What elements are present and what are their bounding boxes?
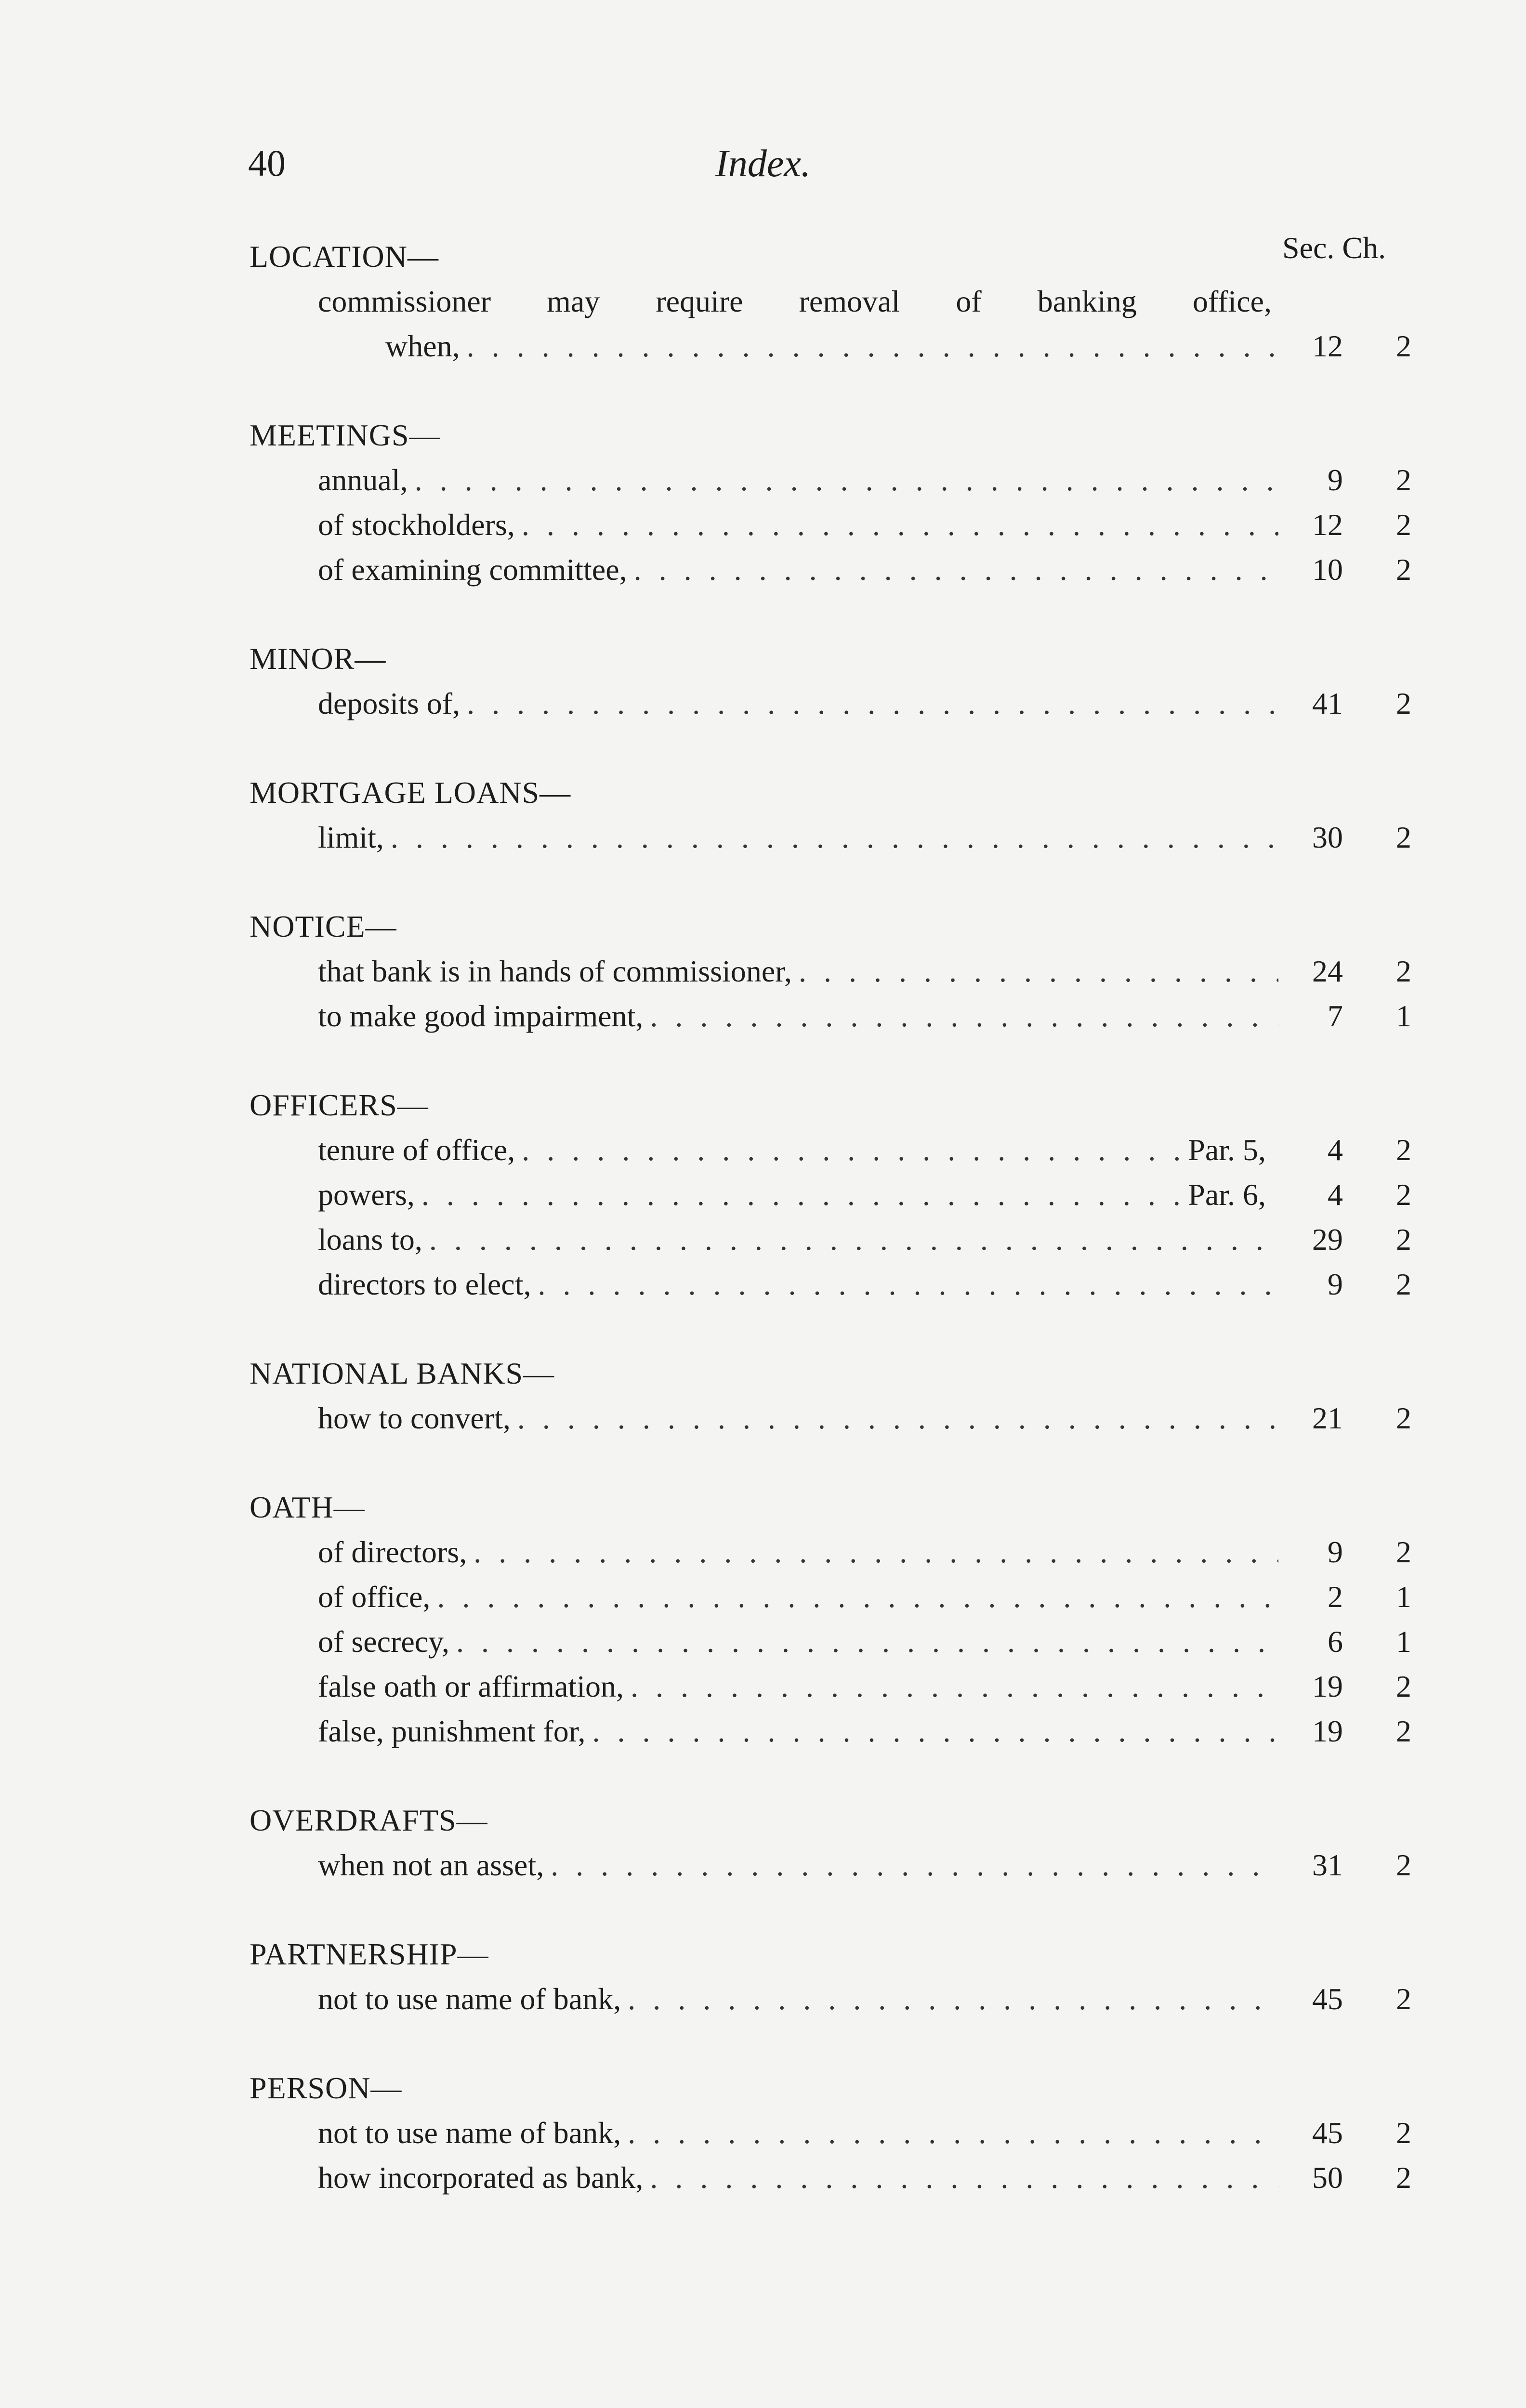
dot-leader: [650, 994, 1278, 1038]
entry-label: of secrecy,: [318, 1624, 449, 1659]
index-section: [250, 2066, 1411, 2200]
dot-leader: [799, 949, 1278, 994]
dot-leader: [467, 324, 1278, 368]
entry-section-number: 50: [1312, 2160, 1343, 2195]
entry-chapter-number: 2: [1396, 1848, 1411, 1882]
index-entry: [250, 458, 1411, 502]
entry-section-number: 12: [1312, 329, 1343, 363]
index-entry: [250, 2110, 1411, 2155]
index-entry: [250, 1664, 1411, 1709]
dot-leader: [421, 1172, 1181, 1217]
dot-leader: [522, 1127, 1181, 1172]
section-heading: OFFICERS—: [250, 1088, 429, 1122]
entry-section-number: 4: [1328, 1133, 1343, 1167]
index-entry: [250, 815, 1411, 860]
section-heading: NOTICE—: [250, 909, 397, 943]
column-headers: Sec. Ch.: [1282, 231, 1386, 265]
entry-label: of office,: [318, 1580, 431, 1614]
entry-chapter-number: 2: [1396, 1222, 1411, 1256]
entry-label: false oath or affirmation,: [318, 1669, 624, 1703]
index-section: [250, 770, 1411, 860]
section-heading: PERSON—: [250, 2071, 402, 2105]
section-heading: OVERDRAFTS—: [250, 1803, 488, 1837]
entry-chapter-number: 2: [1396, 954, 1411, 988]
index-section: [250, 1351, 1411, 1440]
index-entry: [250, 949, 1411, 994]
entry-paragraph: Par. 5,: [1188, 1133, 1266, 1167]
entry-chapter-number: 2: [1396, 1714, 1411, 1748]
index-section: [250, 636, 1411, 726]
entry-chapter-number: 2: [1396, 686, 1411, 720]
entry-label: annual,: [318, 463, 408, 497]
entry-label: when not an asset,: [318, 1848, 544, 1882]
section-heading: MEETINGS—: [250, 418, 441, 452]
dot-leader: [467, 681, 1278, 726]
index-section: [250, 904, 1411, 1038]
index-list: [250, 231, 1411, 2244]
index-section: [250, 1485, 1411, 1754]
entry-label: of stockholders,: [318, 508, 515, 542]
entry-label: loans to,: [318, 1222, 422, 1256]
dot-leader: [415, 458, 1278, 502]
index-section: [250, 1083, 1411, 1307]
dot-leader: [429, 1217, 1278, 1262]
entry-section-number: 4: [1328, 1178, 1343, 1212]
dot-leader: [592, 1709, 1278, 1754]
index-section: [250, 1798, 1411, 1887]
entry-label: not to use name of bank,: [318, 2116, 621, 2150]
entry-chapter-number: 1: [1396, 999, 1411, 1033]
entry-label: not to use name of bank,: [318, 1982, 621, 2016]
dot-leader: [474, 1530, 1278, 1574]
entry-chapter-number: 2: [1396, 1267, 1411, 1301]
index-entry: [250, 1396, 1411, 1440]
entry-section-number: 10: [1312, 552, 1343, 587]
index-entry: [250, 681, 1411, 726]
index-section: [250, 413, 1411, 592]
entry-section-number: 7: [1328, 999, 1343, 1033]
entry-section-number: 19: [1312, 1669, 1343, 1703]
page-number: 40: [248, 142, 286, 184]
entry-chapter-number: 1: [1396, 1580, 1411, 1614]
entry-section-number: 2: [1328, 1580, 1343, 1614]
index-entry: [250, 1843, 1411, 1887]
index-entry: [250, 1709, 1411, 1754]
index-entry: [250, 1976, 1411, 2021]
index-entry: [250, 1172, 1411, 1217]
entry-label: of examining committee,: [318, 552, 627, 587]
entry-section-number: 29: [1312, 1222, 1343, 1256]
entry-section-number: 19: [1312, 1714, 1343, 1748]
dot-leader: [551, 1843, 1278, 1887]
dot-leader: [517, 1396, 1278, 1440]
entry-chapter-number: 2: [1396, 820, 1411, 854]
entry-chapter-number: 2: [1396, 1535, 1411, 1569]
entry-label: limit,: [318, 820, 384, 854]
index-entry: [250, 324, 1411, 368]
dot-leader: [634, 547, 1278, 592]
entry-chapter-number: 2: [1396, 1178, 1411, 1212]
entry-label: to make good impairment,: [318, 999, 644, 1033]
entry-paragraph: Par. 6,: [1188, 1178, 1266, 1212]
entry-chapter-number: 2: [1396, 552, 1411, 587]
section-heading: PARTNERSHIP—: [250, 1937, 489, 1971]
entry-label: deposits of,: [318, 686, 460, 720]
index-entry: [250, 1530, 1411, 1574]
section-heading: MORTGAGE LOANS—: [250, 775, 571, 810]
entry-label: directors to elect,: [318, 1267, 531, 1301]
entry-section-number: 31: [1312, 1848, 1343, 1882]
index-entry: [250, 1574, 1411, 1619]
entry-label: tenure of office,: [318, 1133, 515, 1167]
entry-section-number: 9: [1328, 1267, 1343, 1301]
entry-label: false, punishment for,: [318, 1714, 586, 1748]
dot-leader: [650, 2155, 1278, 2200]
entry-chapter-number: 2: [1396, 463, 1411, 497]
index-entry: [250, 1127, 1411, 1172]
index-entry: [250, 2155, 1411, 2200]
index-entry: [250, 1262, 1411, 1307]
entry-section-number: 45: [1312, 1982, 1343, 2016]
entry-chapter-number: 2: [1396, 1669, 1411, 1703]
index-section: [250, 1932, 1411, 2021]
entry-section-number: 45: [1312, 2116, 1343, 2150]
entry-section-number: 9: [1328, 463, 1343, 497]
index-entry: [250, 1217, 1411, 1262]
section-heading: NATIONAL BANKS—: [250, 1356, 555, 1390]
section-heading: MINOR—: [250, 641, 386, 676]
entry-section-number: 41: [1312, 686, 1343, 720]
index-entry: [250, 502, 1411, 547]
entry-chapter-number: 2: [1396, 2116, 1411, 2150]
entry-label: that bank is in hands of commissioner,: [318, 954, 792, 988]
entry-label: when,: [385, 329, 460, 363]
entry-chapter-number: 2: [1396, 508, 1411, 542]
index-entry: commissioner may require removal of banking office,: [318, 284, 1272, 318]
dot-leader: [522, 502, 1278, 547]
entry-section-number: 21: [1312, 1401, 1343, 1435]
index-entry: [250, 1619, 1411, 1664]
entry-chapter-number: 2: [1396, 329, 1411, 363]
index-entry: [250, 994, 1411, 1038]
section-heading: OATH—: [250, 1490, 365, 1524]
entry-chapter-number: 2: [1396, 1401, 1411, 1435]
entry-section-number: 12: [1312, 508, 1343, 542]
dot-leader: [391, 815, 1278, 860]
entry-label: powers,: [318, 1178, 415, 1212]
entry-chapter-number: 2: [1396, 2160, 1411, 2195]
entry-section-number: 6: [1328, 1624, 1343, 1659]
index-section: [250, 231, 1411, 368]
entry-section-number: 9: [1328, 1535, 1343, 1569]
dot-leader: [456, 1619, 1278, 1664]
entry-label: how to convert,: [318, 1401, 511, 1435]
entry-chapter-number: 2: [1396, 1133, 1411, 1167]
index-entry: [250, 547, 1411, 592]
entry-section-number: 30: [1312, 820, 1343, 854]
entry-label: of directors,: [318, 1535, 467, 1569]
dot-leader: [631, 1664, 1278, 1709]
dot-leader: [628, 2110, 1278, 2155]
page-title: Index.: [715, 143, 811, 185]
entry-chapter-number: 1: [1396, 1624, 1411, 1659]
entry-label: how incorporated as bank,: [318, 2160, 644, 2195]
entry-section-number: 24: [1312, 954, 1343, 988]
section-heading: LOCATION—: [250, 239, 439, 274]
dot-leader: [628, 1976, 1278, 2021]
dot-leader: [538, 1262, 1278, 1307]
entry-chapter-number: 2: [1396, 1982, 1411, 2016]
dot-leader: [437, 1574, 1278, 1619]
